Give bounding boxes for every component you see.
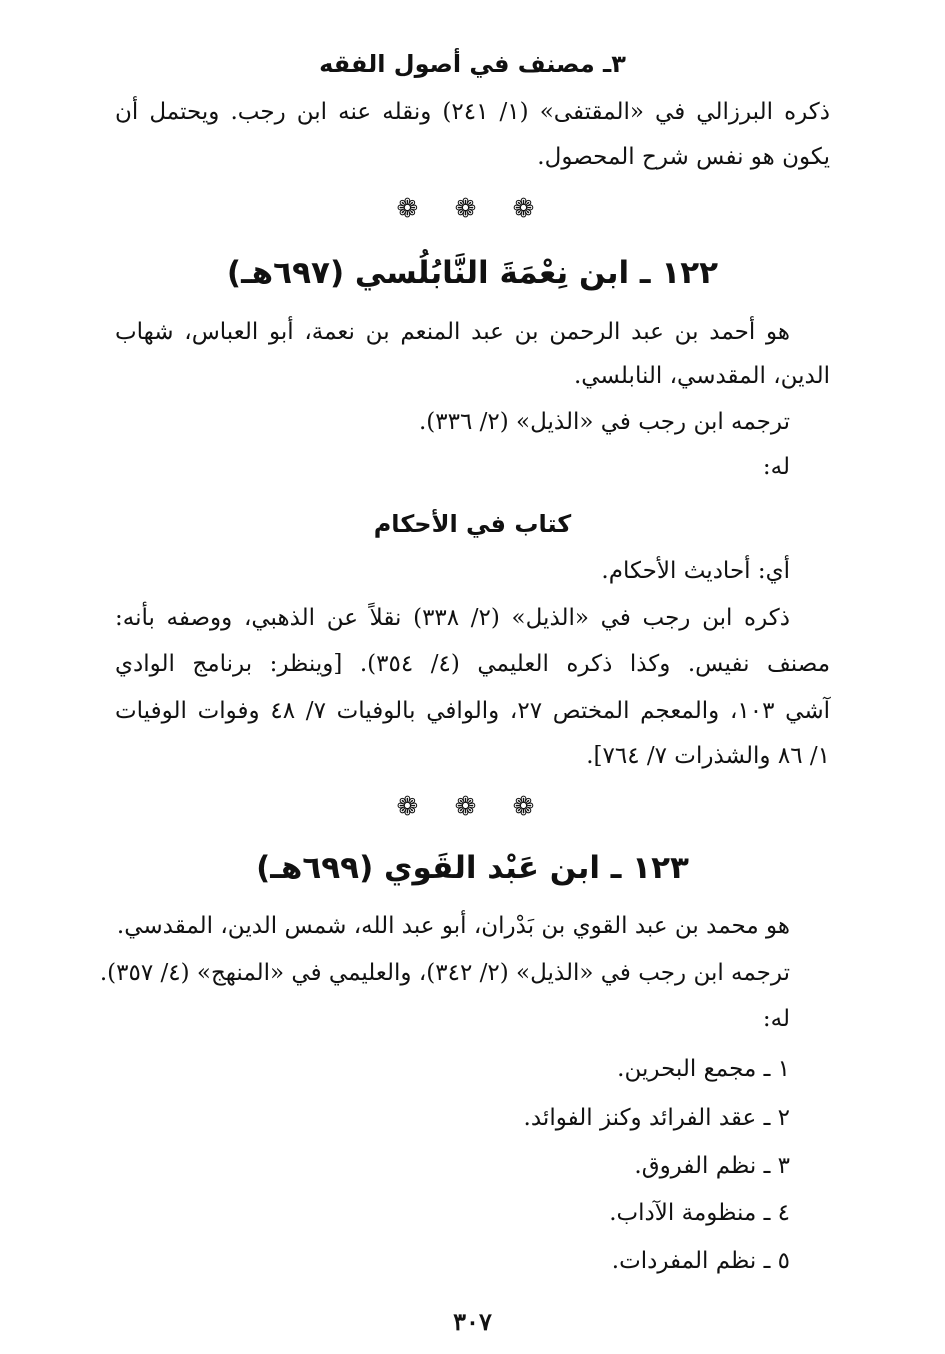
entry-title-123: ١٢٣ ـ ابن عَبْد القَوي (٦٩٩هـ) <box>256 850 689 886</box>
book-line: مصنف نفيس. وكذا ذكره العليمي (٤/ ٣٥٤). [وينظر: برنامج الوادي <box>115 651 831 677</box>
book-line: آشي ١٠٣، والمعجم المختص ٢٧، والوافي بالوفيات ٧/ ٤٨ وفوات الوفيات <box>115 698 831 724</box>
book-line: ذكره ابن رجب في «الذيل» (٢/ ٣٣٨) نقلاً عن الذهبي، ووصفه بأنه: <box>115 605 790 631</box>
book-line: ١/ ٨٦ والشذرات ٧/ ٧٦٤]. <box>586 743 830 769</box>
tarjama-line: ترجمه ابن رجب في «الذيل» (٢/ ٣٣٦). <box>418 409 790 435</box>
entry-title-122: ١٢٢ ـ ابن نِعْمَةَ النَّابُلُسي (٦٩٧هـ) <box>226 255 719 291</box>
paragraph-line: ذكره البرزالي في «المقتفى» (١/ ٢٤١) ونقله عنه ابن رجب. ويحتمل أن <box>115 99 830 125</box>
book-line: أي: أحاديث الأحكام. <box>601 558 790 584</box>
work-item: ٥ ـ نظم المفردات. <box>611 1248 790 1274</box>
work-item: ٢ ـ عقد الفرائد وكنز الفوائد. <box>523 1105 790 1131</box>
book-heading: كتاب في الأحكام <box>373 510 572 538</box>
bio-line: الدين، المقدسي، النابلسي. <box>573 363 830 389</box>
tarjama-line: ترجمه ابن رجب في «الذيل» (٢/ ٣٤٢)، والعليمي في «المنهج» (٤/ ٣٥٧). <box>99 960 790 986</box>
lahu-label: له: <box>762 1006 790 1032</box>
page-number: ٣٠٧ <box>453 1307 492 1336</box>
bio-line: هو محمد بن عبد القوي بن بَدْران، أبو عبد الله، شمس الدين، المقدسي. <box>116 913 790 939</box>
lahu-label: له: <box>762 454 790 480</box>
work-item: ١ ـ مجمع البحرين. <box>617 1056 790 1082</box>
section-heading-usul: ٣ـ مصنف في أصول الفقه <box>319 50 626 78</box>
work-item: ٤ ـ منظومة الآداب. <box>609 1200 790 1226</box>
bio-line: هو أحمد بن عبد الرحمن بن عبد المنعم بن نعمة، أبو العباس، شهاب <box>115 319 790 345</box>
work-item: ٣ ـ نظم الفروق. <box>634 1153 790 1179</box>
asterism-separator: ❁ ❁ ❁ <box>396 194 549 224</box>
paragraph-line: يكون هو نفس شرح المحصول. <box>537 144 830 170</box>
asterism-separator: ❁ ❁ ❁ <box>396 792 549 822</box>
